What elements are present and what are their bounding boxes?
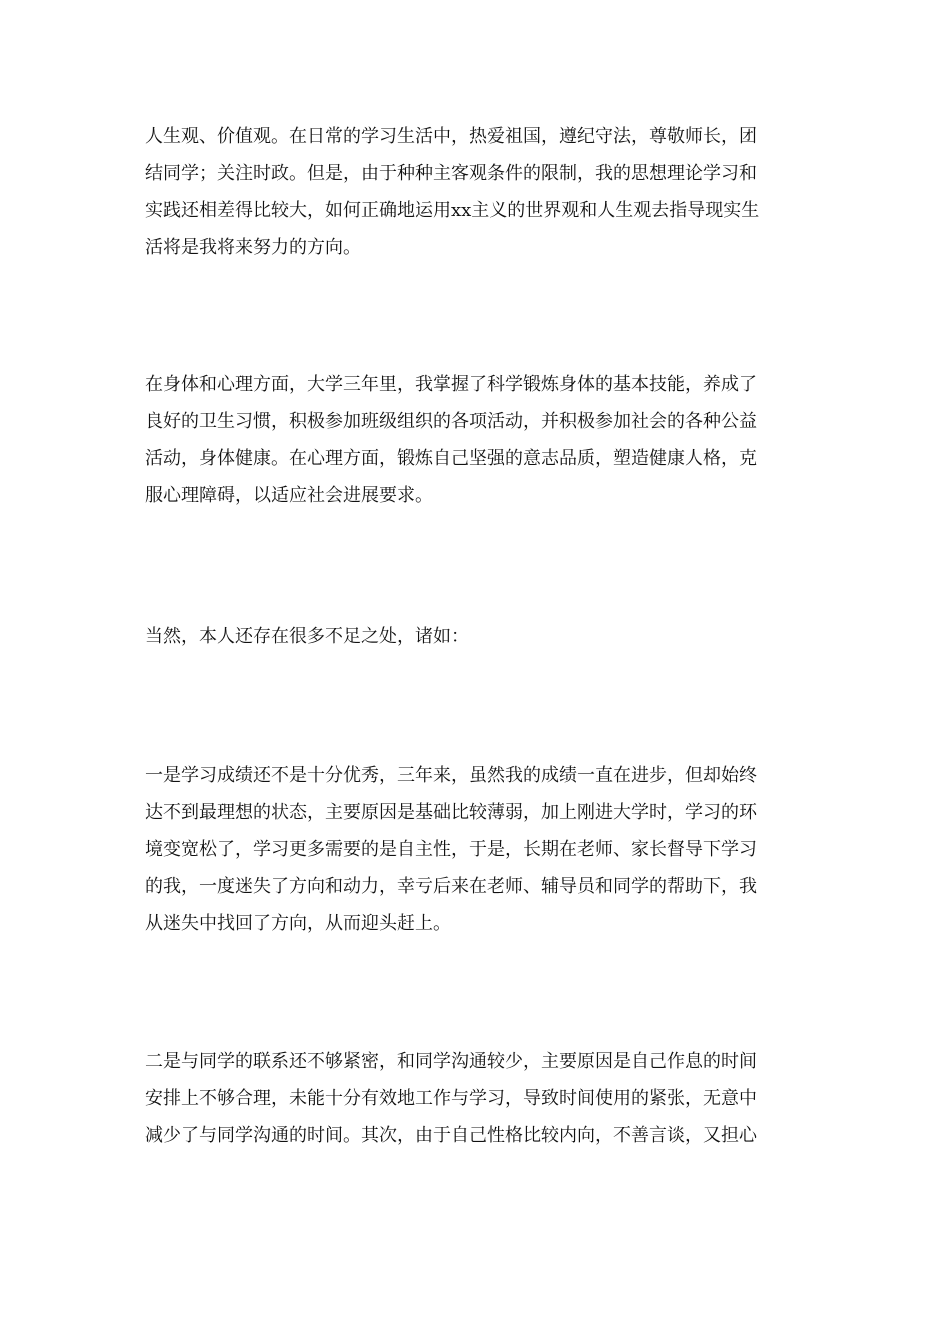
paragraph-shortcoming-two: 二是与同学的联系还不够紧密，和同学沟通较少，主要原因是自己作息的时间 安排上不够合理，未能十分有效地工作与学习，导致时间使用的紧张，无意中 减少了与同学沟通的时间。其次，由于自己性格比较内向，不善言谈，又担心 — [145, 1051, 757, 1146]
paragraph-shortcoming-one: 一是学习成绩还不是十分优秀，三年来，虽然我的成绩一直在进步，但却始终 达不到最理想的状态，主要原因是基础比较薄弱，加上刚进大学时，学习的环 境变宽松了，学习更多需要的是自主性，于是，长期在老师、家长督导下学习 的我，一度迷失了方向和动力，幸亏后来在老师、辅导员和同学的帮助下，我 从迷失中找回了方向，从而迎头赶上。 — [145, 765, 757, 934]
paragraph-worldview: 人生观、价值观。在日常的学习生活中，热爱祖国，遵纪守法，尊敬师长，团 结同学；关注时政。但是，由于种种主客观条件的限制，我的思想理论学习和 实践还相差得比较大，如何正确地运用xx主义的世界观和人生观去指导现实生 活将是我将来努力的方向。 — [145, 126, 760, 258]
paragraph-body-and-mind: 在身体和心理方面，大学三年里，我掌握了科学锻炼身体的基本技能，养成了 良好的卫生习惯，积极参加班级组织的各项活动，并积极参加社会的各种公益 活动，身体健康。在心理方面，锻炼自己坚强的意志品质，塑造健康人格，克 服心理障碍，以适应社会进展要求。 — [145, 374, 757, 506]
paragraph-shortcomings-intro: 当然，本人还存在很多不足之处，诸如： — [145, 626, 469, 647]
